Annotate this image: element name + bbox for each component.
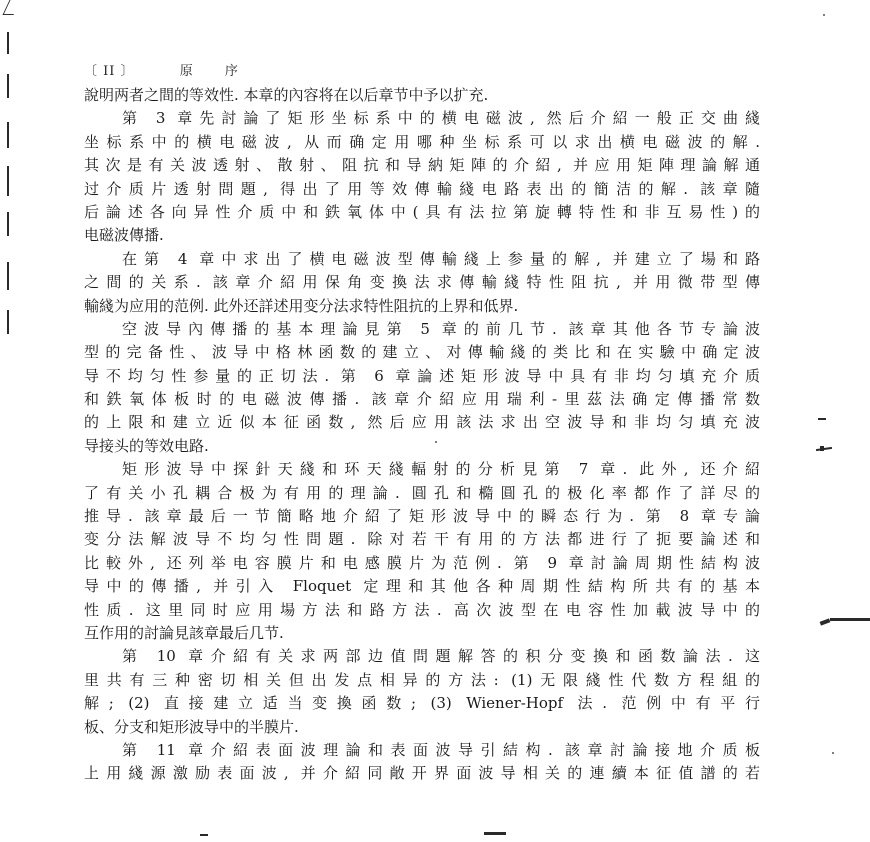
paragraph xyxy=(84,248,760,318)
text-line: 里共有三种密切相关但出发点相异的方法: (1)无限綫性代数方程組的 xyxy=(84,670,760,689)
text-line: 第 10 章介紹有关求两部边值問題解答的积分变換和函数論法. 这 xyxy=(122,647,760,666)
text-line: 性质. 这里同时应用場方法和路方法. 高次波型在电容性加載波导中的 xyxy=(84,600,760,619)
text-line: 后論述各向异性介质中和鉄氧体中(具有法拉第旋轉特性和非互易性)的 xyxy=(84,202,760,221)
text-line: 之間的关系. 該章介紹用保角变換法求傳輸綫特性阻抗, 并用微带型傳 xyxy=(84,273,760,292)
left-margin-mark xyxy=(7,262,9,290)
text-line: 过介质片透射問題, 得出了用等效傳輸綫电路表出的簡洁的解. 該章隨 xyxy=(84,179,760,198)
text-line: 变分法解波导不均匀性問題. 除对若干有用的方法都进行了扼要論述和 xyxy=(84,530,760,549)
text-line: 輸綫为应用的范例. 此外还詳述用变分法求特性阻抗的上界和低界. xyxy=(84,296,519,315)
bottom-scan-mark xyxy=(200,834,208,836)
text-line: 說明两者之間的等效性. 本章的內容将在以后章节中予以扩充. xyxy=(84,86,489,104)
text-line: 第 3 章先討論了矩形坐标系中的横电磁波, 然后介紹一般正交曲綫 xyxy=(122,109,760,128)
text-line: 了有关小孔耦合极为有用的理論. 圓孔和橢圓孔的极化率都作了詳尽的 xyxy=(84,483,760,502)
left-margin-mark xyxy=(7,122,9,148)
paragraph xyxy=(84,318,760,458)
right-margin-mark xyxy=(818,418,826,420)
text-line: 互作用的討論見該章最后几节. xyxy=(84,623,284,642)
text-line: 电磁波傳播. xyxy=(84,226,164,245)
text-line: 空波导內傳播的基本理論見第 5 章的前几节. 該章其他各节专論波 xyxy=(122,319,760,338)
text-line: 板、分支和矩形波导中的半膜片. xyxy=(84,717,299,736)
corner-scan-mark xyxy=(3,0,21,15)
right-margin-mark xyxy=(820,618,831,625)
text-line: 导中的傳播, 并引入 Floquet 定理和其他各种周期性結构所共有的基本 xyxy=(84,577,760,596)
right-margin-mark xyxy=(820,446,824,451)
text-line: 其次是有关波透射、散射、阻抗和导納矩陣的介紹, 并应用矩陣理論解通 xyxy=(84,156,760,175)
paragraph xyxy=(84,84,760,107)
right-margin-mark xyxy=(816,447,832,451)
text-line: 推导. 該章最后一节簡略地介紹了矩形波导中的瞬态行为. 第 8 章专論 xyxy=(84,507,760,526)
left-margin-mark xyxy=(7,310,9,334)
text-line: 矩形波导中探針天綫和环天綫輻射的分析見第 7 章. 此外, 还介紹 xyxy=(122,460,760,479)
left-margin-mark xyxy=(7,32,9,54)
body-text xyxy=(84,84,760,786)
page-number: 〔 II 〕 xyxy=(84,64,135,79)
paragraph xyxy=(84,739,760,786)
text-line: 型的完备性、波导中格林函数的建立、对傳輸綫的类比和在实驗中确定波 xyxy=(84,343,760,362)
left-margin-mark xyxy=(7,74,9,98)
paragraph xyxy=(84,107,760,247)
right-margin-mark xyxy=(830,618,870,621)
bottom-scan-mark xyxy=(484,832,506,835)
left-margin-mark xyxy=(7,212,9,236)
text-line: 导不均匀性参量的正切法. 第 6 章論述矩形波导中具有非均匀填充介质 xyxy=(84,366,760,385)
text-line: 比較外, 还列举电容膜片和电感膜片为范例. 第 9 章討論周期性結构波 xyxy=(84,553,760,572)
text-line: 和鉄氧体板时的电磁波傳播. 該章介紹应用瑞利-里茲法确定傳播常数 xyxy=(84,390,760,409)
text-line: 的上限和建立近似本征函数, 然后应用該法求出空波导和非均匀填充波 xyxy=(84,413,760,432)
running-title: 原 序 xyxy=(179,64,252,79)
text-line: 第 11 章介紹表面波理論和表面波导引結构. 該章討論接地介质板 xyxy=(122,740,760,759)
scan-dust xyxy=(823,14,825,16)
text-line: 在第 4 章中求出了横电磁波型傳輸綫上参量的解, 并建立了場和路 xyxy=(122,249,760,268)
page-header xyxy=(84,60,252,79)
paragraph xyxy=(84,458,760,645)
text-line: 导接头的等效电路. xyxy=(84,436,209,455)
text-line: 上用綫源激励表面波, 并介紹同敞开界面波导相关的連續本征值譜的若 xyxy=(84,764,760,783)
paragraph xyxy=(84,645,760,739)
text-line: 坐标系中的横电磁波, 从而确定用哪种坐标系可以求出横电磁波的解. xyxy=(84,132,760,151)
text-line: 解; (2) 直接建立适当变換函数; (3) Wiener-Hopf 法. 范例中有平行 xyxy=(84,694,760,713)
scan-dust xyxy=(832,752,834,754)
left-margin-mark xyxy=(7,166,9,196)
